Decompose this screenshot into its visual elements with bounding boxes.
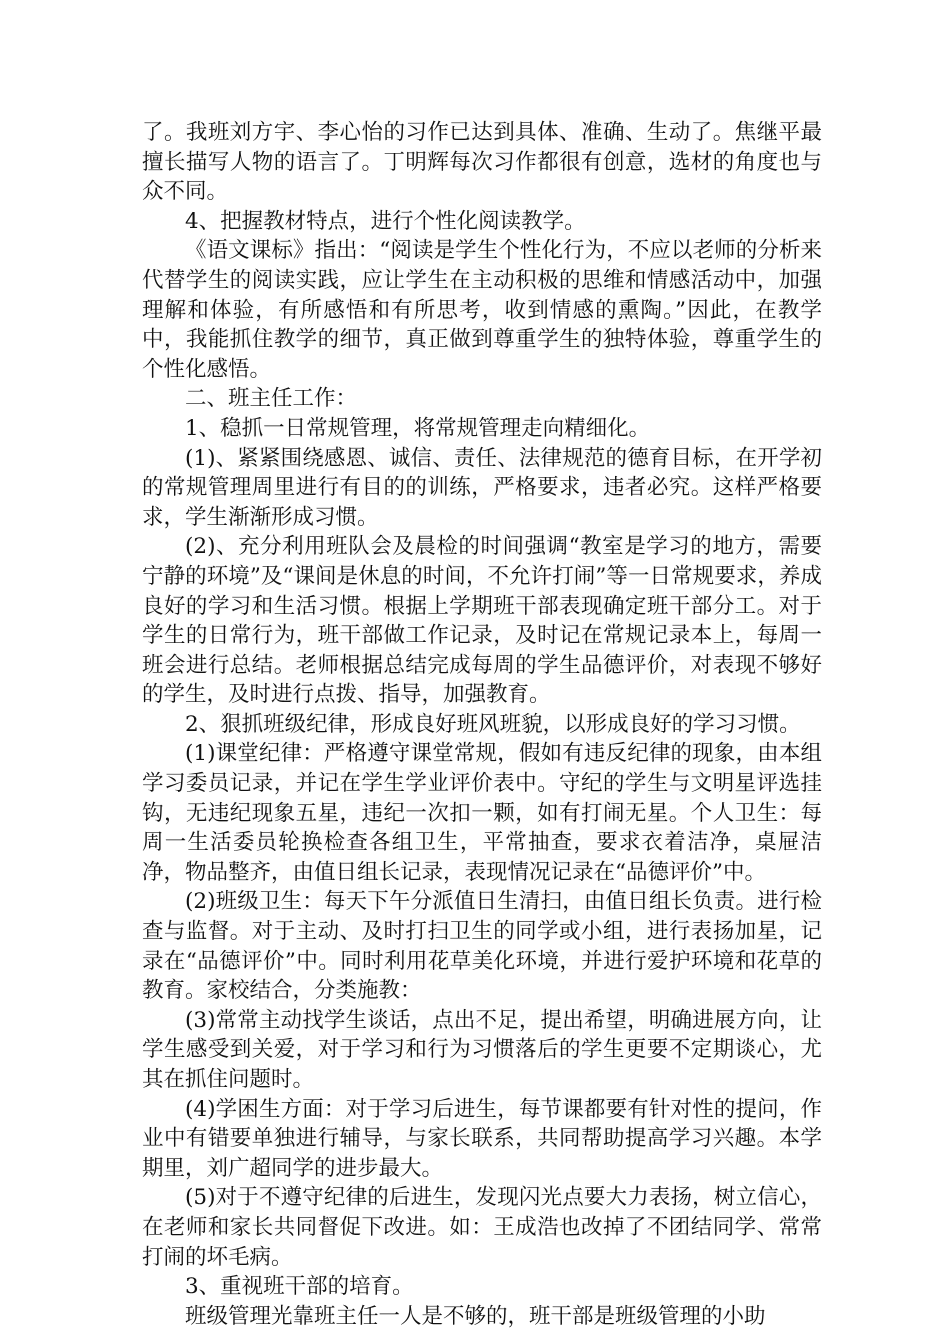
paragraph-15: 班级管理光靠班主任一人是不够的，班干部是班级管理的小助 bbox=[185, 1303, 766, 1329]
paragraph-6: (1)、紧紧围绕感恩、诚信、责任、法律规范的德育目标，在开学初的常规管理周里进行有目的的训练，严格要求，违者必究。这样严格要求，学生渐渐形成习惯。 bbox=[142, 445, 822, 530]
paragraph-8: 2、狠抓班级纪律，形成良好班风班貌，以形成良好的学习习惯。 bbox=[185, 711, 801, 737]
paragraph-10: (2)班级卫生：每天下午分派值日生清扫，由值日组长负责。进行检查与监督。对于主动、及时打扫卫生的同学或小组，进行表扬加星，记录在“品德评价”中。同时利用花草美化环境，并进行爱护环境和花草的教育。家校结合，分类施教： bbox=[142, 889, 822, 1004]
paragraph-13: (5)对于不遵守纪律的后进生，发现闪光点要大力表扬，树立信心，在老师和家长共同督促下改进。如：王成浩也改掉了不团结同学、常常打闹的坏毛病。 bbox=[142, 1185, 822, 1270]
paragraph-12: (4)学困生方面：对于学习后进生，每节课都要有针对性的提问，作业中有错要单独进行辅导，与家长联系，共同帮助提高学习兴趣。本学期里，刘广超同学的进步最大。 bbox=[142, 1096, 822, 1181]
paragraph-14: 3、重视班干部的培育。 bbox=[185, 1274, 414, 1300]
paragraph-11: (3)常常主动找学生谈话，点出不足，提出希望，明确进展方向，让学生感受到关爱，对于学习和行为习惯落后的学生更要不定期谈心，尤其在抓住问题时。 bbox=[142, 1007, 822, 1092]
paragraph-3: 《语文课标》指出：“阅读是学生个性化行为，不应以老师的分析来代替学生的阅读实践，应让学生在主动积极的思维和情感活动中，加强理解和体验，有所感悟和有所思考，收到情感的熏陶。”因此，在教学中，我能抓住教学的细节，真正做到尊重学生的独特体验，尊重学生的个性化感悟。 bbox=[142, 238, 822, 382]
paragraph-1: 了。我班刘方宇、李心怡的习作已达到具体、准确、生动了。焦继平最擅长描写人物的语言了。丁明辉每次习作都很有创意，选材的角度也与众不同。 bbox=[142, 120, 822, 205]
paragraph-2: 4、把握教材特点，进行个性化阅读教学。 bbox=[185, 208, 586, 234]
paragraph-7: (2)、充分利用班队会及晨检的时间强调“教室是学习的地方，需要宁静的环境”及“课间是休息的时间，不允许打闹”等一日常规要求，养成良好的学习和生活习惯。根据上学期班干部表现确定班干部分工。对于学生的日常行为，班干部做工作记录，及时记在常规记录本上，每周一班会进行总结。老师根据总结完成每周的学生品德评价，对表现不够好的学生，及时进行点拨、指导，加强教育。 bbox=[142, 534, 822, 708]
section-heading-2: 二、班主任工作： bbox=[185, 386, 358, 412]
paragraph-5: 1、稳抓一日常规管理，将常规管理走向精细化。 bbox=[185, 415, 651, 441]
paragraph-9: (1)课堂纪律：严格遵守课堂常规，假如有违反纪律的现象，由本组学习委员记录，并记在学生学业评价表中。守纪的学生与文明星评选挂钩，无违纪现象五星，违纪一次扣一颗，如有打闹无星。个人卫生：每周一生活委员轮换检查各组卫生，平常抽查，要求衣着洁净，桌屉洁净，物品整齐，由值日组长记录，表现情况记录在“品德评价”中。 bbox=[142, 741, 822, 885]
document-page bbox=[142, 118, 822, 1331]
